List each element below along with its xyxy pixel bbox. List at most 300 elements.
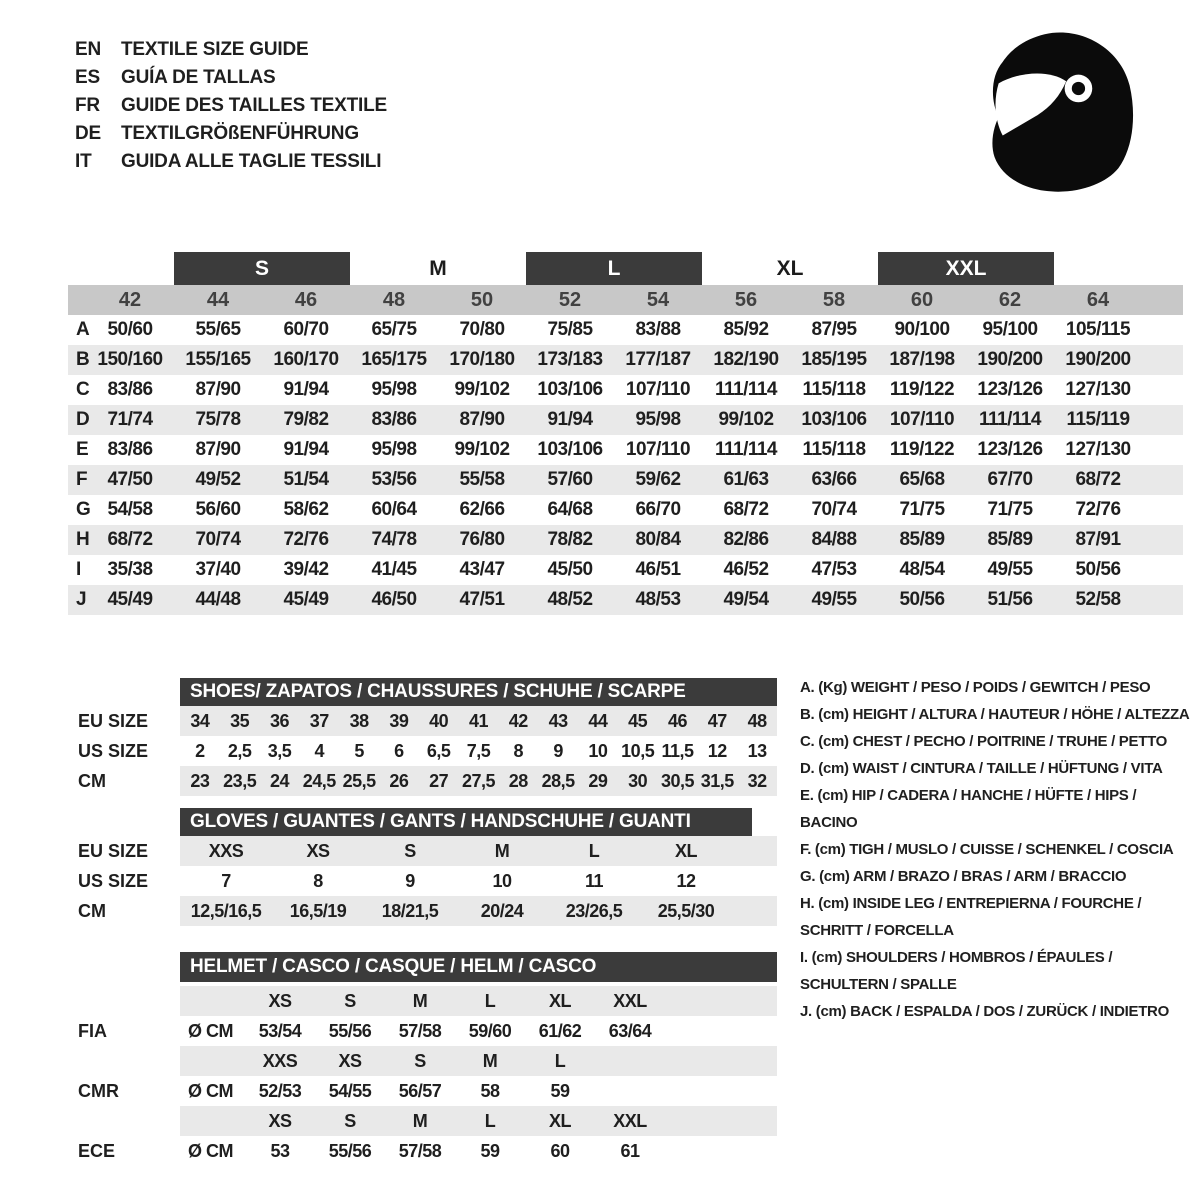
value-cell: 71/75 xyxy=(899,499,945,520)
row-label: CM xyxy=(78,770,106,791)
value-cell: 82/86 xyxy=(723,529,769,550)
legend-item: C. (cm) CHEST / PECHO / POITRINE / TRUHE / PETTO xyxy=(800,733,1168,750)
row-label: D xyxy=(76,409,90,430)
value-cell: 55/65 xyxy=(195,319,241,340)
language-code: ES xyxy=(75,67,100,88)
value-cell: S xyxy=(404,840,416,861)
value-cell: 49/55 xyxy=(987,559,1033,580)
value-cell: 47/51 xyxy=(459,589,505,610)
row-values xyxy=(180,986,777,1016)
value-cell: 111/114 xyxy=(714,439,778,460)
size-header: XL xyxy=(548,1110,571,1131)
language-code: DE xyxy=(75,123,101,144)
value-cell: 39/42 xyxy=(283,559,329,580)
value-cell: 24 xyxy=(269,770,289,791)
standard-label-cmr: CMR xyxy=(78,1080,119,1101)
column-header: 50 xyxy=(470,288,494,311)
value-cell: 20/24 xyxy=(480,900,524,921)
language-title: GUIDA ALLE TAGLIE TESSILI xyxy=(121,151,382,172)
textile-size-table xyxy=(68,252,1183,615)
value-cell: L xyxy=(588,840,600,861)
value-cell: 46/50 xyxy=(371,589,417,610)
column-band-spacer xyxy=(68,285,86,315)
value-cell: 47 xyxy=(707,710,727,731)
size-header: XXL xyxy=(613,1110,647,1131)
language-list xyxy=(75,36,387,176)
main-rows xyxy=(68,315,1183,615)
value-cell: 56/57 xyxy=(398,1080,442,1101)
size-header: L xyxy=(554,1050,566,1071)
row-label: J xyxy=(76,589,87,610)
size-header: L xyxy=(484,990,496,1011)
row-label: C xyxy=(76,379,90,400)
row-values xyxy=(180,836,777,866)
value-cell: 65/75 xyxy=(371,319,417,340)
shoes-section-title: SHOES/ ZAPATOS / CHAUSSURES / SCHUHE / SCARPE xyxy=(180,678,777,706)
language-row xyxy=(75,64,387,92)
value-cell: 59 xyxy=(480,1140,500,1161)
value-cell: 78/82 xyxy=(547,529,593,550)
gloves-section-title: GLOVES / GUANTES / GANTS / HANDSCHUHE / GUANTI xyxy=(180,808,752,836)
value-cell: 150/160 xyxy=(97,349,163,370)
value-cell: 90/100 xyxy=(894,319,950,340)
value-cell: 54/55 xyxy=(328,1080,372,1101)
value-cell: 84/88 xyxy=(811,529,857,550)
value-cell: XL xyxy=(674,840,697,861)
racing-helmet-svg xyxy=(976,24,1142,200)
value-cell: 10,5 xyxy=(621,740,655,761)
value-cell: 8 xyxy=(313,870,323,891)
value-cell: 52/53 xyxy=(258,1080,302,1101)
column-header: 46 xyxy=(294,288,318,311)
value-cell: 55/56 xyxy=(328,1020,372,1041)
size-header: S xyxy=(414,1050,426,1071)
value-cell: 63/66 xyxy=(811,469,857,490)
value-cell: 3,5 xyxy=(267,740,292,761)
row-label: G xyxy=(76,499,91,520)
value-cell: XS xyxy=(306,840,330,861)
language-title: TEXTILE SIZE GUIDE xyxy=(121,39,309,60)
value-cell: 60/64 xyxy=(371,499,417,520)
value-cell: 6 xyxy=(394,740,404,761)
row-values xyxy=(180,1076,777,1106)
value-cell: 79/82 xyxy=(283,409,329,430)
legend-item: I. (cm) SHOULDERS / HOMBROS / ÉPAULES / SCHULTERN / SPALLE xyxy=(800,949,1113,993)
value-cell: 28,5 xyxy=(541,770,575,791)
value-cell: 61/62 xyxy=(538,1020,582,1041)
value-cell: 72/76 xyxy=(1075,499,1121,520)
value-cell: 51/54 xyxy=(283,469,329,490)
value-cell: 99/102 xyxy=(454,439,510,460)
value-cell: 71/74 xyxy=(107,409,153,430)
row-label: US SIZE xyxy=(78,740,149,761)
legend-item: J. (cm) BACK / ESPALDA / DOS / ZURÜCK / INDIETRO xyxy=(800,1003,1169,1020)
column-header: 56 xyxy=(734,288,758,311)
row-label: H xyxy=(76,529,90,550)
value-cell: 119/122 xyxy=(889,379,955,400)
size-header: S xyxy=(344,1110,356,1131)
value-cell: 107/110 xyxy=(889,409,955,430)
value-cell: 74/78 xyxy=(371,529,417,550)
value-cell: 51/56 xyxy=(987,589,1033,610)
row-label-spacer xyxy=(68,1106,180,1136)
row-values xyxy=(180,1106,777,1136)
value-cell: 35/38 xyxy=(107,559,153,580)
value-cell: 59 xyxy=(550,1080,570,1101)
value-cell: 83/86 xyxy=(371,409,417,430)
table-row xyxy=(68,495,1183,525)
value-cell: 44 xyxy=(588,710,608,731)
value-cell: 46/52 xyxy=(723,559,769,580)
language-row xyxy=(75,92,387,120)
value-cell: 111/114 xyxy=(714,379,778,400)
value-cell: 61 xyxy=(620,1140,640,1161)
row-label: I xyxy=(76,559,82,580)
value-cell: 58 xyxy=(480,1080,500,1101)
value-cell: 68/72 xyxy=(107,529,153,550)
value-cell: 45/49 xyxy=(107,589,153,610)
value-cell: 65/68 xyxy=(899,469,945,490)
value-cell: 29 xyxy=(588,770,608,791)
value-cell: 187/198 xyxy=(889,349,955,370)
value-cell: 47/53 xyxy=(811,559,857,580)
value-cell: 115/119 xyxy=(1066,409,1130,430)
value-cell: 53/56 xyxy=(371,469,417,490)
value-cell: 57/58 xyxy=(398,1140,442,1161)
size-header: M xyxy=(412,1110,428,1131)
value-cell: 9 xyxy=(553,740,563,761)
value-cell: 12,5/16,5 xyxy=(190,900,262,921)
size-header: XS xyxy=(268,1110,292,1131)
value-cell: 87/90 xyxy=(195,379,241,400)
diameter-spacer xyxy=(180,986,245,1016)
size-header: XL xyxy=(548,990,571,1011)
table-row xyxy=(68,345,1183,375)
value-cell: 70/74 xyxy=(195,529,241,550)
helmet-values-row xyxy=(68,1076,1183,1106)
diameter-label: Ø CM xyxy=(188,1080,233,1101)
value-cell: 99/102 xyxy=(718,409,774,430)
value-cell: 173/183 xyxy=(537,349,603,370)
language-code: FR xyxy=(75,95,100,116)
value-cell: 11,5 xyxy=(661,740,694,761)
column-header: 58 xyxy=(822,288,846,311)
standard-label-fia: FIA xyxy=(78,1020,107,1041)
size-header: XS xyxy=(268,990,292,1011)
size-label-m: M xyxy=(429,256,447,280)
value-cell: 36 xyxy=(269,710,289,731)
value-cell: 95/98 xyxy=(635,409,681,430)
value-cell: 53/54 xyxy=(258,1020,302,1041)
value-cell: 48/53 xyxy=(635,589,681,610)
value-cell: 50/56 xyxy=(899,589,945,610)
value-cell: 190/200 xyxy=(977,349,1043,370)
value-cell: 75/85 xyxy=(547,319,593,340)
diameter-spacer xyxy=(180,1046,245,1076)
value-cell: 123/126 xyxy=(977,439,1043,460)
diameter-label: Ø CM xyxy=(188,1020,233,1041)
value-cell: 44/48 xyxy=(195,589,241,610)
value-cell: 10 xyxy=(588,740,608,761)
value-cell: 57/60 xyxy=(547,469,593,490)
value-cell: 91/94 xyxy=(547,409,593,430)
table-row xyxy=(68,315,1183,345)
value-cell: 49/52 xyxy=(195,469,241,490)
column-header: 54 xyxy=(646,288,670,311)
legend-item: F. (cm) TIGH / MUSLO / CUISSE / SCHENKEL / COSCIA xyxy=(800,841,1174,858)
value-cell: 123/126 xyxy=(977,379,1043,400)
size-box-l: L xyxy=(526,252,702,285)
value-cell: 75/78 xyxy=(195,409,241,430)
value-cell: 56/60 xyxy=(195,499,241,520)
value-cell: 46 xyxy=(667,710,687,731)
value-cell: 49/55 xyxy=(811,589,857,610)
value-cell: 45 xyxy=(628,710,648,731)
helmet-sizes-row xyxy=(68,1106,1183,1136)
value-cell: 59/62 xyxy=(635,469,681,490)
value-cell: 4 xyxy=(314,740,325,761)
value-cell: 83/88 xyxy=(635,319,681,340)
value-cell: 64/68 xyxy=(547,499,593,520)
table-row xyxy=(68,525,1183,555)
value-cell: 37/40 xyxy=(195,559,241,580)
size-header: XXS xyxy=(262,1050,298,1071)
value-cell: 16,5/19 xyxy=(289,900,347,921)
value-cell: 68/72 xyxy=(1075,469,1121,490)
row-values xyxy=(180,1046,777,1076)
value-cell: 59/60 xyxy=(468,1020,512,1041)
table-row xyxy=(68,465,1183,495)
value-cell: 40 xyxy=(429,710,449,731)
row-values xyxy=(180,1016,777,1046)
value-cell: 70/80 xyxy=(459,319,505,340)
value-cell: 34 xyxy=(190,710,210,731)
row-values xyxy=(180,706,777,736)
size-header: XS xyxy=(338,1050,362,1071)
value-cell: 87/95 xyxy=(811,319,857,340)
table-row xyxy=(68,585,1183,615)
value-cell: 32 xyxy=(747,770,767,791)
value-cell: 43 xyxy=(548,710,568,731)
language-title: TEXTILGRÖßENFÜHRUNG xyxy=(121,123,359,144)
value-cell: 42 xyxy=(508,710,528,731)
value-cell: 76/80 xyxy=(459,529,505,550)
diameter-label: Ø CM xyxy=(188,1140,233,1161)
value-cell: 119/122 xyxy=(889,439,955,460)
row-values xyxy=(180,766,777,796)
value-cell: 23,5 xyxy=(223,770,257,791)
value-cell: 66/70 xyxy=(635,499,681,520)
standard-label-ece: ECE xyxy=(78,1140,116,1161)
legend-item: D. (cm) WAIST / CINTURA / TAILLE / HÜFTUNG / VITA xyxy=(800,760,1163,777)
value-cell: 85/89 xyxy=(987,529,1033,550)
size-box-xxl: XXL xyxy=(878,252,1054,285)
value-cell: 18/21,5 xyxy=(381,900,439,921)
value-cell: 31,5 xyxy=(700,770,734,791)
row-label: A xyxy=(76,319,90,340)
value-cell: 60/70 xyxy=(283,319,329,340)
table-row xyxy=(68,435,1183,465)
legend-item: H. (cm) INSIDE LEG / ENTREPIERNA / FOURCHE / SCHRITT / FORCELLA xyxy=(800,895,1142,939)
language-row xyxy=(75,36,387,64)
value-cell: 60 xyxy=(550,1140,570,1161)
value-cell: 71/75 xyxy=(987,499,1033,520)
value-cell: M xyxy=(494,840,510,861)
value-cell: 87/90 xyxy=(195,439,241,460)
value-cell: 10 xyxy=(492,870,512,891)
row-label: B xyxy=(76,349,90,370)
value-cell: 12 xyxy=(707,740,727,761)
column-header: 60 xyxy=(910,288,934,311)
value-cell: 50/56 xyxy=(1075,559,1121,580)
value-cell: 103/106 xyxy=(537,439,603,460)
value-cell: 91/94 xyxy=(283,439,329,460)
value-cell: 67/70 xyxy=(987,469,1033,490)
language-title: GUÍA DE TALLAS xyxy=(121,67,276,88)
table-row xyxy=(68,375,1183,405)
helmet-sizes-row xyxy=(68,1046,1183,1076)
row-label: E xyxy=(76,439,89,460)
legend-item: G. (cm) ARM / BRAZO / BRAS / ARM / BRACCIO xyxy=(800,868,1127,885)
value-cell: 105/115 xyxy=(1065,319,1131,340)
row-values xyxy=(180,1136,777,1166)
value-cell: XXS xyxy=(208,840,244,861)
value-cell: 95/98 xyxy=(371,439,417,460)
value-cell: 160/170 xyxy=(273,349,339,370)
value-cell: 155/165 xyxy=(185,349,251,370)
value-cell: 57/58 xyxy=(398,1020,442,1041)
size-header: XXL xyxy=(613,990,647,1011)
helmet-values-row xyxy=(68,1136,1183,1166)
value-cell: 165/175 xyxy=(361,349,427,370)
value-cell: 63/64 xyxy=(608,1020,652,1041)
row-values xyxy=(180,896,777,926)
column-header: 42 xyxy=(118,288,142,311)
value-cell: 25,5/30 xyxy=(657,900,715,921)
value-cell: 6,5 xyxy=(426,740,451,761)
value-cell: 13 xyxy=(747,740,767,761)
value-cell: 37 xyxy=(309,710,329,731)
value-cell: 45/49 xyxy=(283,589,329,610)
value-cell: 68/72 xyxy=(723,499,769,520)
value-cell: 170/180 xyxy=(449,349,515,370)
value-cell: 103/106 xyxy=(801,409,867,430)
value-cell: 2,5 xyxy=(227,740,252,761)
value-cell: 185/195 xyxy=(801,349,867,370)
row-label: EU SIZE xyxy=(78,840,149,861)
row-label-spacer xyxy=(68,1046,180,1076)
language-row xyxy=(75,120,387,148)
table-row xyxy=(68,405,1183,435)
value-cell: 58/62 xyxy=(283,499,329,520)
column-header: 62 xyxy=(998,288,1022,311)
value-cell: 11 xyxy=(584,870,604,891)
value-cell: 27,5 xyxy=(461,770,496,791)
value-cell: 38 xyxy=(349,710,369,731)
column-band xyxy=(68,285,1183,315)
value-cell: 12 xyxy=(676,870,696,891)
value-cell: 55/58 xyxy=(459,469,505,490)
value-cell: 115/118 xyxy=(802,439,866,460)
column-header: 48 xyxy=(382,288,406,311)
value-cell: 87/91 xyxy=(1075,529,1121,550)
value-cell: 48/52 xyxy=(547,589,593,610)
value-cell: 107/110 xyxy=(625,439,691,460)
row-label: EU SIZE xyxy=(78,710,149,731)
value-cell: 43/47 xyxy=(459,559,505,580)
value-cell: 95/100 xyxy=(982,319,1038,340)
language-title: GUIDE DES TAILLES TEXTILE xyxy=(121,95,387,116)
measurement-legend xyxy=(800,674,1196,1025)
legend-item: A. (Kg) WEIGHT / PESO / POIDS / GEWITCH / PESO xyxy=(800,679,1151,696)
value-cell: 46/51 xyxy=(635,559,681,580)
value-cell: 7,5 xyxy=(466,740,491,761)
value-cell: 95/98 xyxy=(371,379,417,400)
language-code: EN xyxy=(75,39,101,60)
legend-item: B. (cm) HEIGHT / ALTURA / HAUTEUR / HÖHE / ALTEZZA xyxy=(800,706,1190,723)
value-cell: 127/130 xyxy=(1065,379,1131,400)
row-values xyxy=(180,736,777,766)
row-values xyxy=(180,866,777,896)
value-cell: 127/130 xyxy=(1065,439,1131,460)
racing-helmet-icon xyxy=(976,24,1142,200)
legend-item: E. (cm) HIP / CADERA / HANCHE / HÜFTE / HIPS / BACINO xyxy=(800,787,1137,831)
value-cell: 182/190 xyxy=(713,349,779,370)
row-label: CM xyxy=(78,900,106,921)
size-header: L xyxy=(484,1110,496,1131)
value-cell: 111/114 xyxy=(978,409,1042,430)
value-cell: 27 xyxy=(429,770,449,791)
value-cell: 48 xyxy=(747,710,767,731)
table-row xyxy=(68,555,1183,585)
value-cell: 190/200 xyxy=(1065,349,1131,370)
column-header: 52 xyxy=(558,288,582,311)
value-cell: 115/118 xyxy=(802,379,866,400)
language-row xyxy=(75,148,387,176)
value-cell: 30 xyxy=(628,770,648,791)
value-cell: 72/76 xyxy=(283,529,329,550)
value-cell: 25,5 xyxy=(342,770,376,791)
value-cell: 23 xyxy=(190,770,210,791)
value-cell: 2 xyxy=(195,740,205,761)
value-cell: 9 xyxy=(405,870,415,891)
value-cell: 54/58 xyxy=(107,499,153,520)
value-cell: 87/90 xyxy=(459,409,505,430)
column-header: 44 xyxy=(206,288,230,311)
diameter-spacer xyxy=(180,1106,245,1136)
size-header-row xyxy=(68,252,1183,285)
value-cell: 24,5 xyxy=(302,770,336,791)
value-cell: 62/66 xyxy=(459,499,505,520)
value-cell: 50/60 xyxy=(107,319,153,340)
value-cell: 177/187 xyxy=(625,349,691,370)
value-cell: 85/92 xyxy=(723,319,769,340)
value-cell: 49/54 xyxy=(723,589,769,610)
value-cell: 35 xyxy=(230,710,250,731)
value-cell: 41 xyxy=(468,710,488,731)
size-header: S xyxy=(344,990,356,1011)
value-cell: 47/50 xyxy=(107,469,153,490)
value-cell: 55/56 xyxy=(328,1140,372,1161)
value-cell: 99/102 xyxy=(454,379,510,400)
value-cell: 7 xyxy=(221,870,231,891)
size-box-s: S xyxy=(174,252,350,285)
value-cell: 83/86 xyxy=(107,439,153,460)
value-cell: 103/106 xyxy=(537,379,603,400)
size-label-xl: XL xyxy=(776,256,804,280)
value-cell: 70/74 xyxy=(811,499,857,520)
size-header: M xyxy=(412,990,428,1011)
